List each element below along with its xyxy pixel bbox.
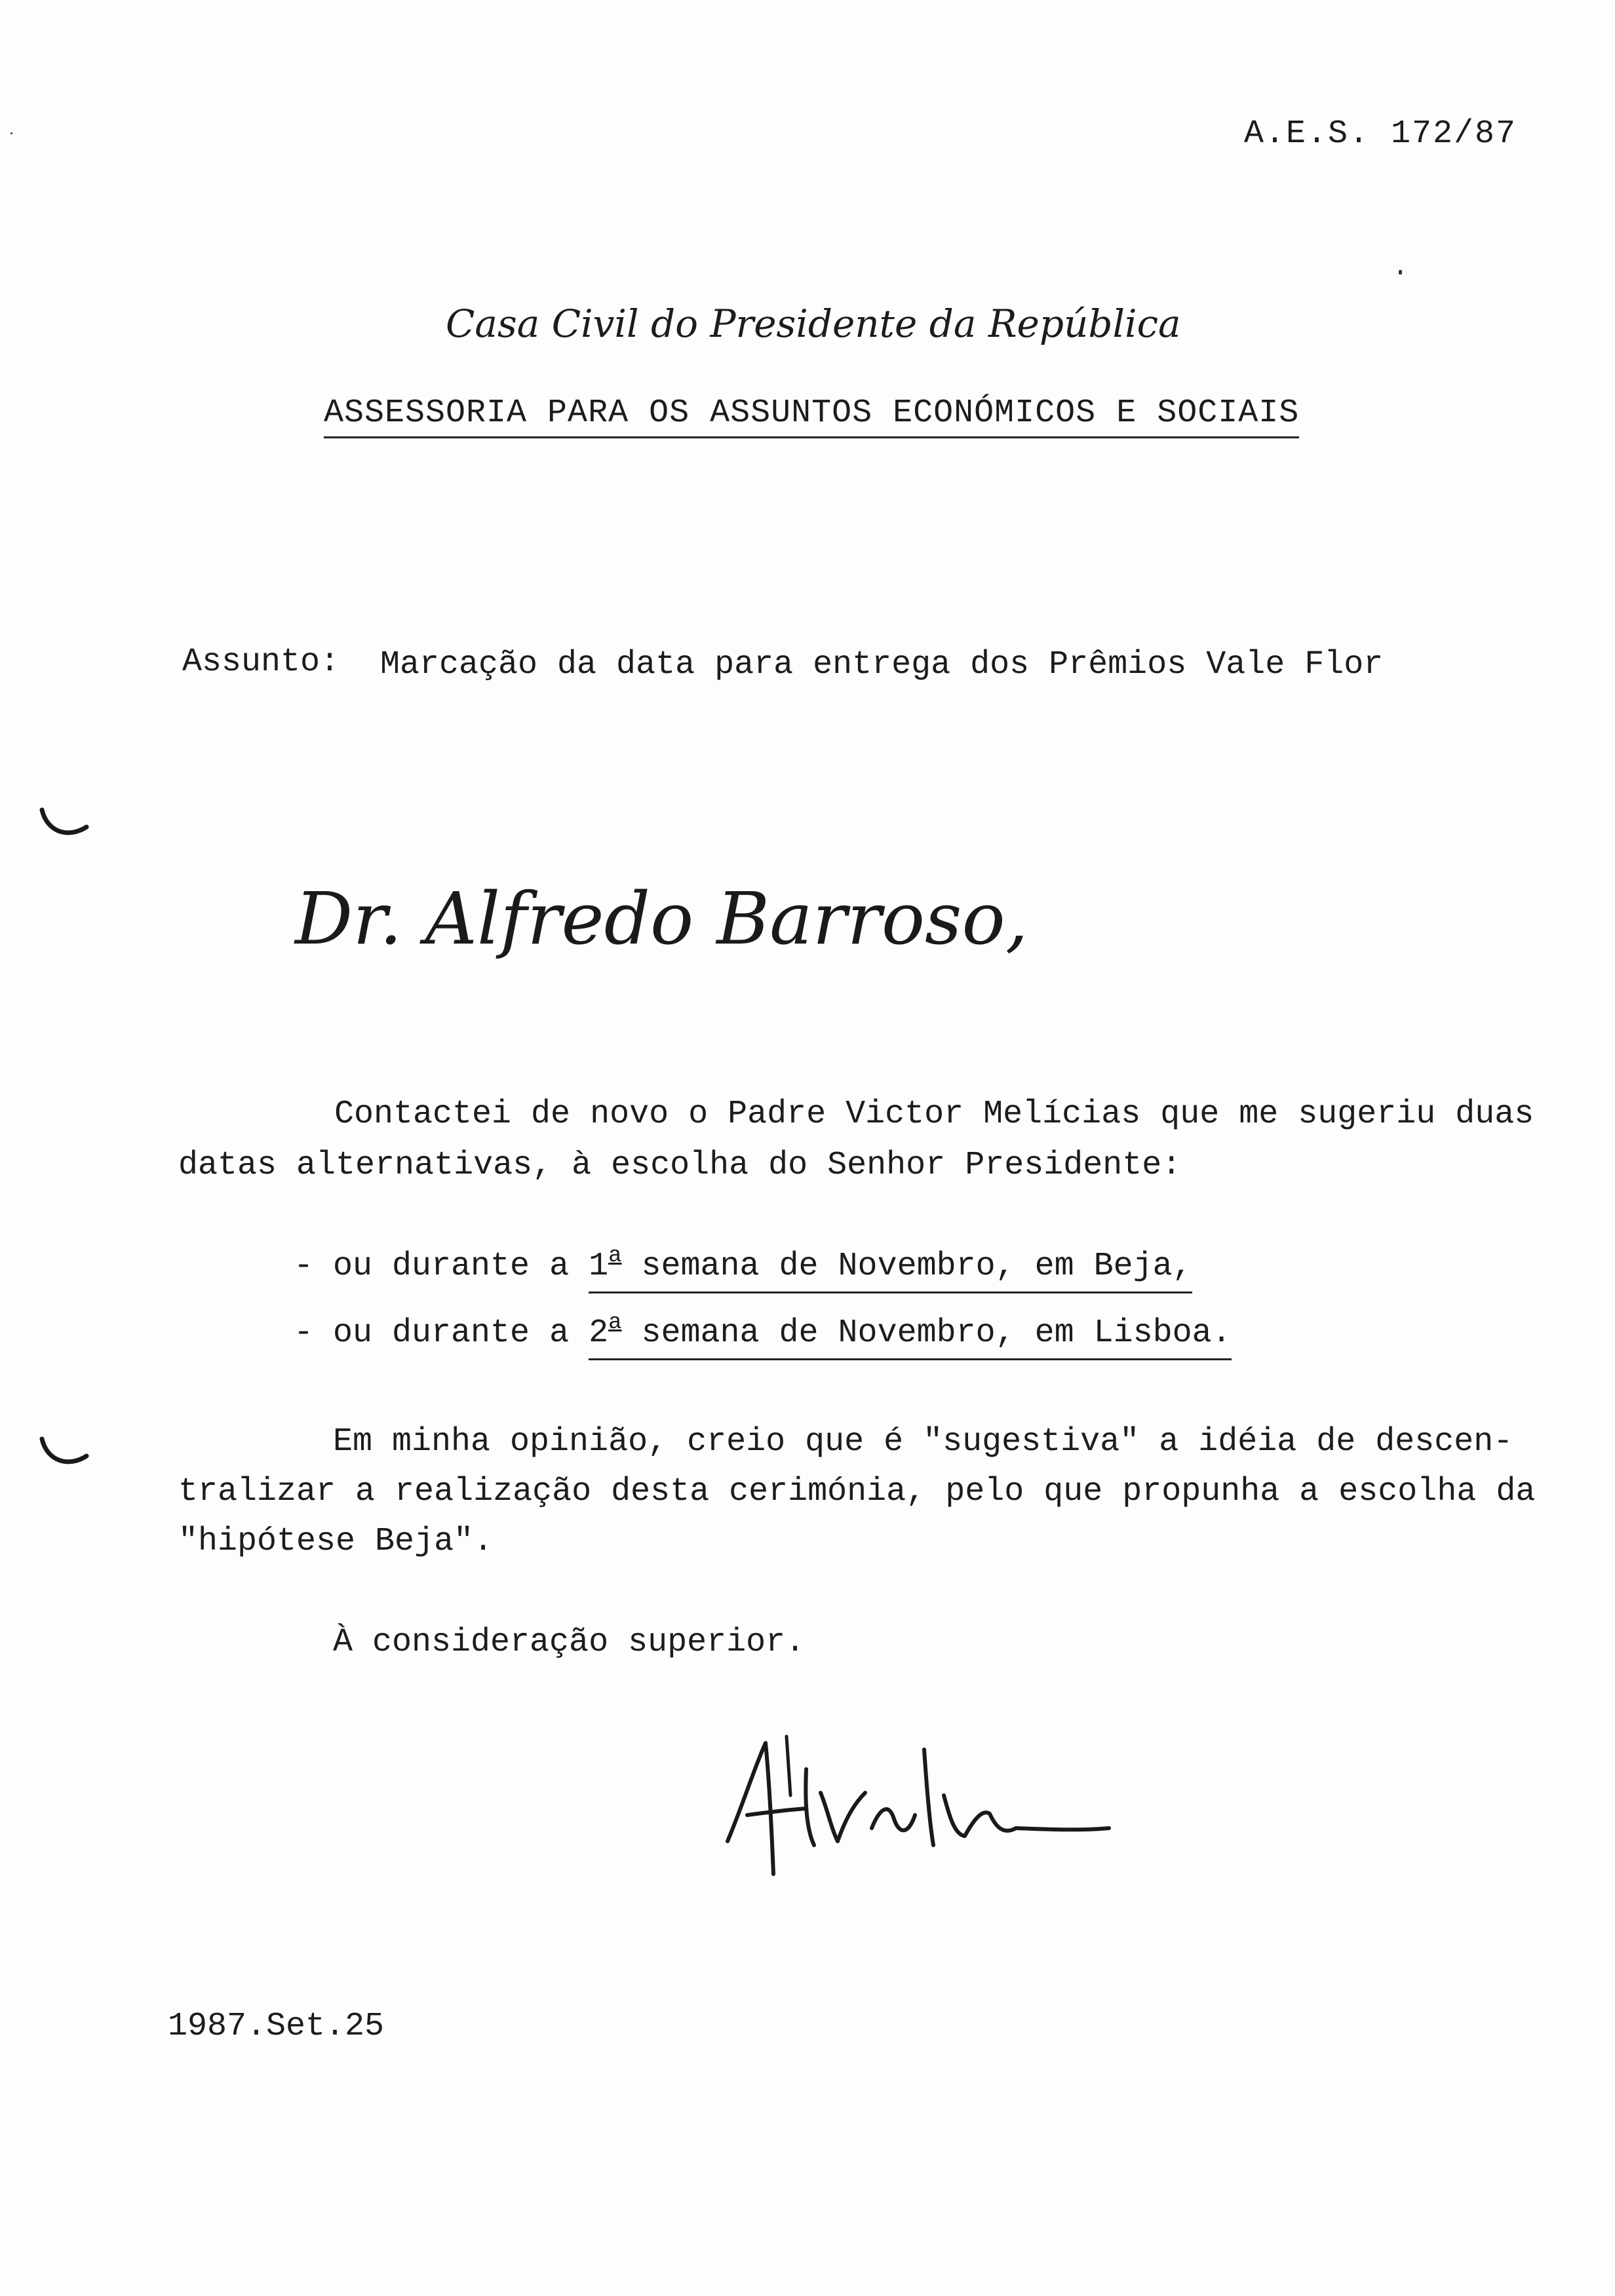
paragraph-2-line-2: tralizar a realização desta cerimónia, pelo que propunha a escolha da (178, 1473, 1536, 1510)
paragraph-2-line-1: Em minha opinião, creio que é "sugestiva" a idéia de descen- (333, 1423, 1513, 1461)
paragraph-1-line-2: datas alternativas, à escolha do Senhor Presidente: (178, 1147, 1182, 1184)
option-item-1 (294, 1244, 1192, 1285)
closing-line: À consideração superior. (333, 1624, 806, 1661)
subject-text: Marcação da data para entrega dos Prêmios Vale Flor (380, 646, 1384, 683)
letterhead-text: Casa Civil do Presidente da República (446, 301, 1181, 346)
department-title: ASSESSORIA PARA OS ASSUNTOS ECONÓMICOS E SOCIAIS (324, 397, 1299, 438)
option-1-text: semana de Novembro, em Beja, (621, 1248, 1192, 1285)
option-2-underlined (589, 1311, 1232, 1360)
option-2-prefix: - ou durante a (294, 1314, 589, 1352)
punch-hole-mark (38, 1432, 90, 1472)
option-1-prefix: - ou durante a (294, 1248, 589, 1285)
paper-speck (10, 132, 12, 134)
letterhead-script (446, 288, 1181, 360)
paragraph-1-line-1: Contactei de novo o Padre Victor Melícias que me sugeriu duas (334, 1096, 1534, 1133)
option-item-2 (294, 1311, 1232, 1352)
option-1-underlined (589, 1244, 1192, 1293)
punch-hole-mark (38, 803, 90, 843)
option-1-ordinal-suffix: a (608, 1244, 622, 1269)
option-2-ordinal: 2 (589, 1314, 609, 1352)
option-2-ordinal-suffix: a (608, 1311, 622, 1335)
handwritten-salutation (288, 852, 1028, 983)
option-1-ordinal: 1 (589, 1248, 609, 1285)
paper-speck (1399, 270, 1402, 275)
subject-label: Assunto: (182, 643, 340, 681)
salutation-text: Dr. Alfredo Barroso, (295, 877, 1028, 961)
paragraph-2-line-3: "hipótese Beja". (178, 1523, 494, 1560)
option-2-text: semana de Novembro, em Lisboa. (621, 1314, 1232, 1352)
signature-image (708, 1730, 1114, 1907)
reference-number: A.E.S. 172/87 (1244, 115, 1517, 153)
document-date: 1987.Set.25 (168, 2008, 385, 2045)
